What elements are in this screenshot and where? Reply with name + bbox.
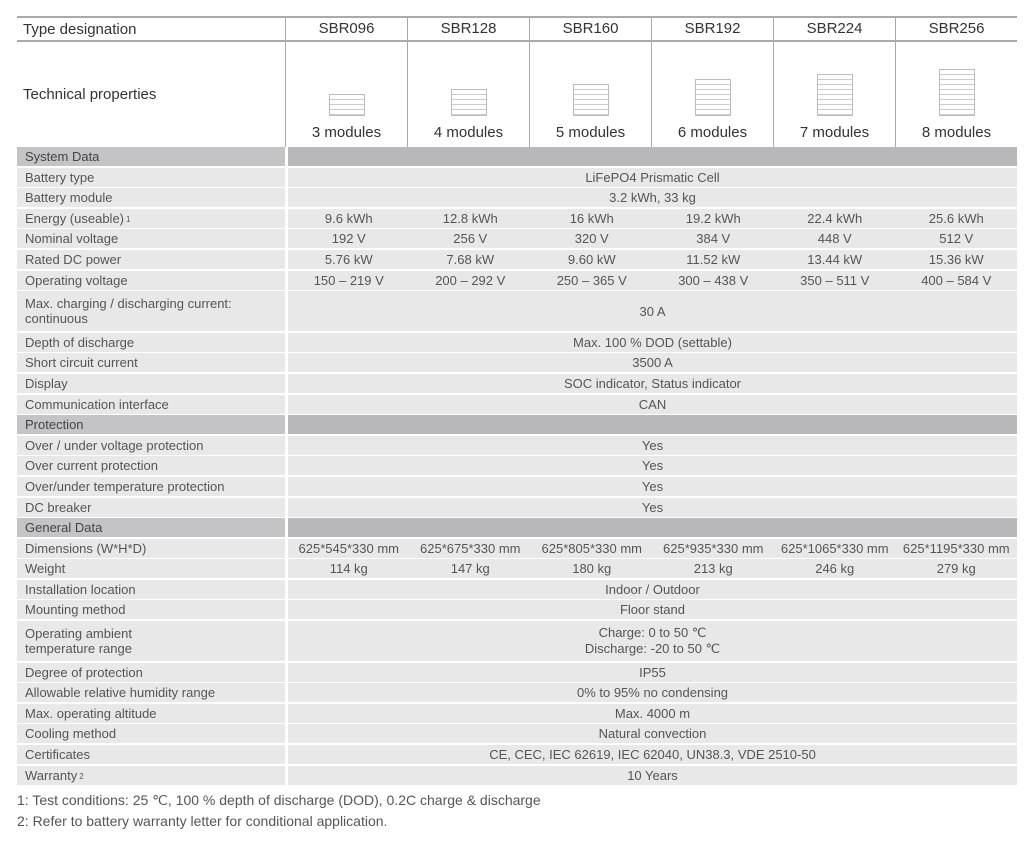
model-cell xyxy=(773,42,895,147)
value-text: Yes xyxy=(641,458,664,474)
value-text: 625*1065*330 mm xyxy=(780,540,889,556)
section-header xyxy=(17,147,1017,166)
label-line: Degree of protection xyxy=(25,664,143,680)
row-values xyxy=(288,559,1017,578)
row-label xyxy=(17,456,285,475)
row-values xyxy=(288,621,1017,661)
table-row xyxy=(17,559,1017,578)
table-row xyxy=(17,663,1017,682)
value-text: 279 kg xyxy=(936,561,976,577)
header-row xyxy=(17,16,1017,42)
model-name: SBR160 xyxy=(529,18,651,40)
value-text: Natural convection xyxy=(598,726,707,742)
row-label xyxy=(17,168,285,187)
value-cell xyxy=(896,271,1018,290)
value-text: 3500 A xyxy=(632,355,673,371)
value-text: 625*545*330 mm xyxy=(298,540,399,556)
value-cell-merged xyxy=(288,766,1017,785)
row-label xyxy=(17,291,285,331)
value-cell-merged xyxy=(288,374,1017,393)
label-line: DC breaker xyxy=(25,499,92,515)
label-line: Max. operating altitude xyxy=(25,705,157,721)
label-line: Allowable relative humidity range xyxy=(25,685,216,701)
row-values xyxy=(288,229,1017,248)
row-values xyxy=(288,477,1017,496)
label-line: Rated DC power xyxy=(25,251,122,267)
value-text: 256 V xyxy=(453,231,488,247)
value-cell xyxy=(288,209,410,228)
modules-count: 5 modules xyxy=(555,124,626,141)
model-cell xyxy=(529,42,651,147)
battery-stack-icon xyxy=(451,89,487,116)
section-fill xyxy=(288,147,1017,166)
table-row xyxy=(17,498,1017,517)
label-line: Battery module xyxy=(25,190,113,206)
technical-properties-row xyxy=(17,42,1017,147)
value-cell-merged xyxy=(288,600,1017,619)
value-cell xyxy=(410,539,532,558)
value-text: 22.4 kWh xyxy=(807,210,863,226)
battery-stack-icon xyxy=(817,74,853,116)
value-cell-merged xyxy=(288,663,1017,682)
row-values xyxy=(288,250,1017,269)
label-line: Over/under temperature protection xyxy=(25,478,225,494)
value-text: 147 kg xyxy=(450,561,490,577)
row-values xyxy=(288,600,1017,619)
value-cell xyxy=(653,209,775,228)
value-cell-merged xyxy=(288,745,1017,764)
modules-count: 7 modules xyxy=(799,124,870,141)
module-layer xyxy=(696,110,730,115)
row-label xyxy=(17,498,285,517)
row-label xyxy=(17,580,285,599)
model-name: SBR096 xyxy=(285,18,407,40)
module-layer xyxy=(574,110,608,115)
table-row xyxy=(17,333,1017,352)
footnote: 2: Refer to battery warranty letter for conditional application. xyxy=(17,813,388,829)
row-values xyxy=(288,663,1017,682)
row-label xyxy=(17,250,285,269)
row-label xyxy=(17,683,285,702)
label-line: Certificates xyxy=(25,747,91,763)
battery-stack-icon xyxy=(939,69,975,116)
row-values xyxy=(288,271,1017,290)
value-text: 30 A xyxy=(639,303,666,319)
label-line: Installation location xyxy=(25,581,136,597)
value-text: CE, CEC, IEC 62619, IEC 62040, UN38.3, VDE 2510-50 xyxy=(489,747,816,763)
value-cell xyxy=(531,229,653,248)
section-header xyxy=(17,518,1017,537)
row-label xyxy=(17,539,285,558)
value-text: 19.2 kWh xyxy=(685,210,741,226)
value-text: Yes xyxy=(641,499,664,515)
battery-stack-icon xyxy=(695,79,731,116)
value-text: IP55 xyxy=(639,664,666,680)
table-row xyxy=(17,374,1017,393)
battery-stack-icon xyxy=(573,84,609,116)
row-values xyxy=(288,374,1017,393)
value-cell xyxy=(653,559,775,578)
value-text: 320 V xyxy=(574,231,609,247)
table-row xyxy=(17,683,1017,702)
module-layer xyxy=(818,110,852,115)
label-line: Warranty xyxy=(25,767,78,783)
value-text: SOC indicator, Status indicator xyxy=(563,375,742,391)
value-text: 246 kg xyxy=(815,561,855,577)
value-text: 400 – 584 V xyxy=(921,272,992,288)
value-text: Yes xyxy=(641,478,664,494)
value-cell xyxy=(896,229,1018,248)
table-row xyxy=(17,724,1017,743)
row-values xyxy=(288,168,1017,187)
label-line: Communication interface xyxy=(25,396,169,412)
modules-count: 6 modules xyxy=(677,124,748,141)
label-line: Dimensions (W*H*D) xyxy=(25,540,147,556)
modules-count: 4 modules xyxy=(433,124,504,141)
row-label xyxy=(17,436,285,455)
row-label xyxy=(17,271,285,290)
row-label xyxy=(17,724,285,743)
row-values xyxy=(288,724,1017,743)
value-text: 7.68 kW xyxy=(446,251,495,267)
row-values xyxy=(288,395,1017,414)
value-cell xyxy=(531,559,653,578)
label-line: continuous xyxy=(25,311,88,327)
module-layer xyxy=(452,110,486,115)
model-cell xyxy=(285,42,407,147)
value-cell xyxy=(531,271,653,290)
value-cell xyxy=(774,539,896,558)
section-fill xyxy=(288,415,1017,434)
value-cell xyxy=(288,539,410,558)
label-line: Over current protection xyxy=(25,458,158,474)
value-text: 192 V xyxy=(331,231,366,247)
value-text: Max. 4000 m xyxy=(614,705,691,721)
value-cell xyxy=(410,209,532,228)
value-cell xyxy=(774,209,896,228)
label-line: Over / under voltage protection xyxy=(25,437,204,453)
value-text: Discharge: -20 to 50 ℃ xyxy=(584,641,721,657)
label-line: Cooling method xyxy=(25,726,117,742)
value-text: 512 V xyxy=(939,231,974,247)
value-text: 213 kg xyxy=(693,561,733,577)
value-cell xyxy=(653,229,775,248)
row-values xyxy=(288,188,1017,207)
value-cell-merged xyxy=(288,704,1017,723)
value-text: 3.2 kWh, 33 kg xyxy=(609,190,696,206)
table-row xyxy=(17,395,1017,414)
value-cell xyxy=(896,559,1018,578)
module-layer xyxy=(940,110,974,115)
battery-stack-icon xyxy=(329,94,365,116)
table-row xyxy=(17,600,1017,619)
value-text: 625*805*330 mm xyxy=(541,540,642,556)
section-header xyxy=(17,415,1017,434)
technical-properties-label: Technical properties xyxy=(23,86,157,103)
table-row xyxy=(17,353,1017,372)
value-text: 448 V xyxy=(817,231,852,247)
row-values xyxy=(288,291,1017,331)
table-row xyxy=(17,539,1017,558)
label-line: Display xyxy=(25,375,68,391)
label-line: Mounting method xyxy=(25,602,126,618)
value-text: Indoor / Outdoor xyxy=(605,581,700,597)
label-line: Weight xyxy=(25,561,66,577)
row-values xyxy=(288,683,1017,702)
table-row xyxy=(17,229,1017,248)
modules-count: 3 modules xyxy=(311,124,382,141)
value-cell-merged xyxy=(288,395,1017,414)
type-designation-label: Type designation xyxy=(23,20,137,38)
value-text: 625*675*330 mm xyxy=(420,540,521,556)
row-label xyxy=(17,395,285,414)
table-row xyxy=(17,580,1017,599)
row-label xyxy=(17,477,285,496)
value-cell-merged xyxy=(288,498,1017,517)
value-text: 200 – 292 V xyxy=(435,272,506,288)
table-row xyxy=(17,436,1017,455)
value-cell xyxy=(288,250,410,269)
value-cell-merged xyxy=(288,333,1017,352)
value-text: 9.6 kWh xyxy=(324,210,373,226)
value-text: 11.52 kW xyxy=(686,251,741,267)
value-cell xyxy=(653,250,775,269)
value-cell xyxy=(896,250,1018,269)
value-cell-merged xyxy=(288,436,1017,455)
row-label xyxy=(17,766,285,785)
value-cell-merged xyxy=(288,353,1017,372)
value-cell-merged xyxy=(288,621,1017,661)
table-row xyxy=(17,745,1017,764)
value-text: Max. 100 % DOD (settable) xyxy=(573,334,732,350)
value-text: 384 V xyxy=(696,231,731,247)
spec-table xyxy=(17,16,1017,785)
section-label: Protection xyxy=(17,415,285,434)
value-cell xyxy=(774,559,896,578)
value-text: CAN xyxy=(638,396,667,412)
value-cell-merged xyxy=(288,724,1017,743)
label-line: Nominal voltage xyxy=(25,231,119,247)
value-text: Yes xyxy=(641,437,664,453)
value-cell-merged xyxy=(288,188,1017,207)
value-text: 625*1195*330 mm xyxy=(902,540,1010,556)
row-values xyxy=(288,745,1017,764)
table-row xyxy=(17,456,1017,475)
table-row xyxy=(17,766,1017,785)
value-text: Floor stand xyxy=(619,602,686,618)
value-cell xyxy=(288,559,410,578)
value-text: Charge: 0 to 50 ℃ xyxy=(598,625,707,641)
row-values xyxy=(288,766,1017,785)
value-cell xyxy=(410,229,532,248)
table-row xyxy=(17,704,1017,723)
value-cell xyxy=(653,539,775,558)
section-fill xyxy=(288,518,1017,537)
value-cell xyxy=(774,229,896,248)
value-text: 15.36 kW xyxy=(928,251,984,267)
row-label xyxy=(17,188,285,207)
model-name: SBR192 xyxy=(651,18,773,40)
label-line: Energy (useable) xyxy=(25,210,124,226)
row-values xyxy=(288,539,1017,558)
value-cell-merged xyxy=(288,168,1017,187)
table-row xyxy=(17,250,1017,269)
model-name: SBR224 xyxy=(773,18,895,40)
row-label xyxy=(17,600,285,619)
row-label xyxy=(17,229,285,248)
value-cell xyxy=(896,539,1018,558)
value-text: 180 kg xyxy=(572,561,612,577)
value-cell xyxy=(410,250,532,269)
value-cell xyxy=(288,229,410,248)
value-cell-merged xyxy=(288,683,1017,702)
value-text: 625*935*330 mm xyxy=(663,540,764,556)
value-text: 114 kg xyxy=(329,561,368,577)
table-row xyxy=(17,621,1017,661)
label-line: Depth of discharge xyxy=(25,334,135,350)
value-cell xyxy=(288,271,410,290)
table-row xyxy=(17,209,1017,228)
footnote: 1: Test conditions: 25 ℃, 100 % depth of discharge (DOD), 0.2C charge & discharge xyxy=(17,792,541,808)
value-cell xyxy=(896,209,1018,228)
value-text: 10 Years xyxy=(627,767,678,783)
row-label xyxy=(17,663,285,682)
value-text: 350 – 511 V xyxy=(800,272,870,288)
model-cell xyxy=(895,42,1017,147)
value-cell xyxy=(531,209,653,228)
row-label xyxy=(17,353,285,372)
value-text: 16 kWh xyxy=(569,210,614,226)
row-values xyxy=(288,353,1017,372)
model-name: SBR256 xyxy=(895,18,1017,40)
value-text: 250 – 365 V xyxy=(556,272,627,288)
value-text: 5.76 kW xyxy=(324,251,373,267)
value-text: 150 – 219 V xyxy=(313,272,384,288)
table-row xyxy=(17,168,1017,187)
value-cell-merged xyxy=(288,477,1017,496)
model-cell xyxy=(407,42,529,147)
value-cell xyxy=(653,271,775,290)
table-row xyxy=(17,188,1017,207)
footnotes xyxy=(17,790,541,832)
value-cell xyxy=(410,271,532,290)
value-text: 0% to 95% no condensing xyxy=(576,685,729,701)
value-cell-merged xyxy=(288,456,1017,475)
value-cell-merged xyxy=(288,580,1017,599)
section-label: General Data xyxy=(17,518,285,537)
row-values xyxy=(288,209,1017,228)
row-label xyxy=(17,333,285,352)
table-row xyxy=(17,291,1017,331)
row-values xyxy=(288,456,1017,475)
label-line: Battery type xyxy=(25,169,95,185)
value-text: 300 – 438 V xyxy=(678,272,749,288)
row-label xyxy=(17,745,285,764)
modules-count: 8 modules xyxy=(921,124,992,141)
row-values xyxy=(288,436,1017,455)
row-label xyxy=(17,559,285,578)
row-values xyxy=(288,704,1017,723)
row-label xyxy=(17,209,285,228)
table-body xyxy=(17,147,1017,785)
value-cell xyxy=(774,271,896,290)
footnote-ref: 2 xyxy=(79,771,84,781)
module-layer xyxy=(330,110,364,115)
model-cell xyxy=(651,42,773,147)
label-line: Short circuit current xyxy=(25,355,138,371)
row-label xyxy=(17,621,285,661)
model-name: SBR128 xyxy=(407,18,529,40)
value-cell xyxy=(410,559,532,578)
row-values xyxy=(288,580,1017,599)
table-row xyxy=(17,271,1017,290)
section-label: System Data xyxy=(17,147,285,166)
footnote-ref: 1 xyxy=(126,214,131,224)
row-values xyxy=(288,498,1017,517)
label-line: Operating ambient xyxy=(25,626,132,642)
table-row xyxy=(17,477,1017,496)
row-values xyxy=(288,333,1017,352)
value-text: LiFePO4 Prismatic Cell xyxy=(585,169,720,185)
label-line: Operating voltage xyxy=(25,272,128,288)
value-cell xyxy=(531,539,653,558)
value-text: 25.6 kWh xyxy=(928,210,984,226)
value-cell-merged xyxy=(288,291,1017,331)
label-line: temperature range xyxy=(25,641,132,657)
value-text: 13.44 kW xyxy=(807,251,863,267)
value-cell xyxy=(531,250,653,269)
value-text: 9.60 kW xyxy=(567,251,616,267)
label-line: Max. charging / discharging current: xyxy=(25,296,232,312)
row-label xyxy=(17,374,285,393)
value-cell xyxy=(774,250,896,269)
row-label xyxy=(17,704,285,723)
value-text: 12.8 kWh xyxy=(442,210,498,226)
